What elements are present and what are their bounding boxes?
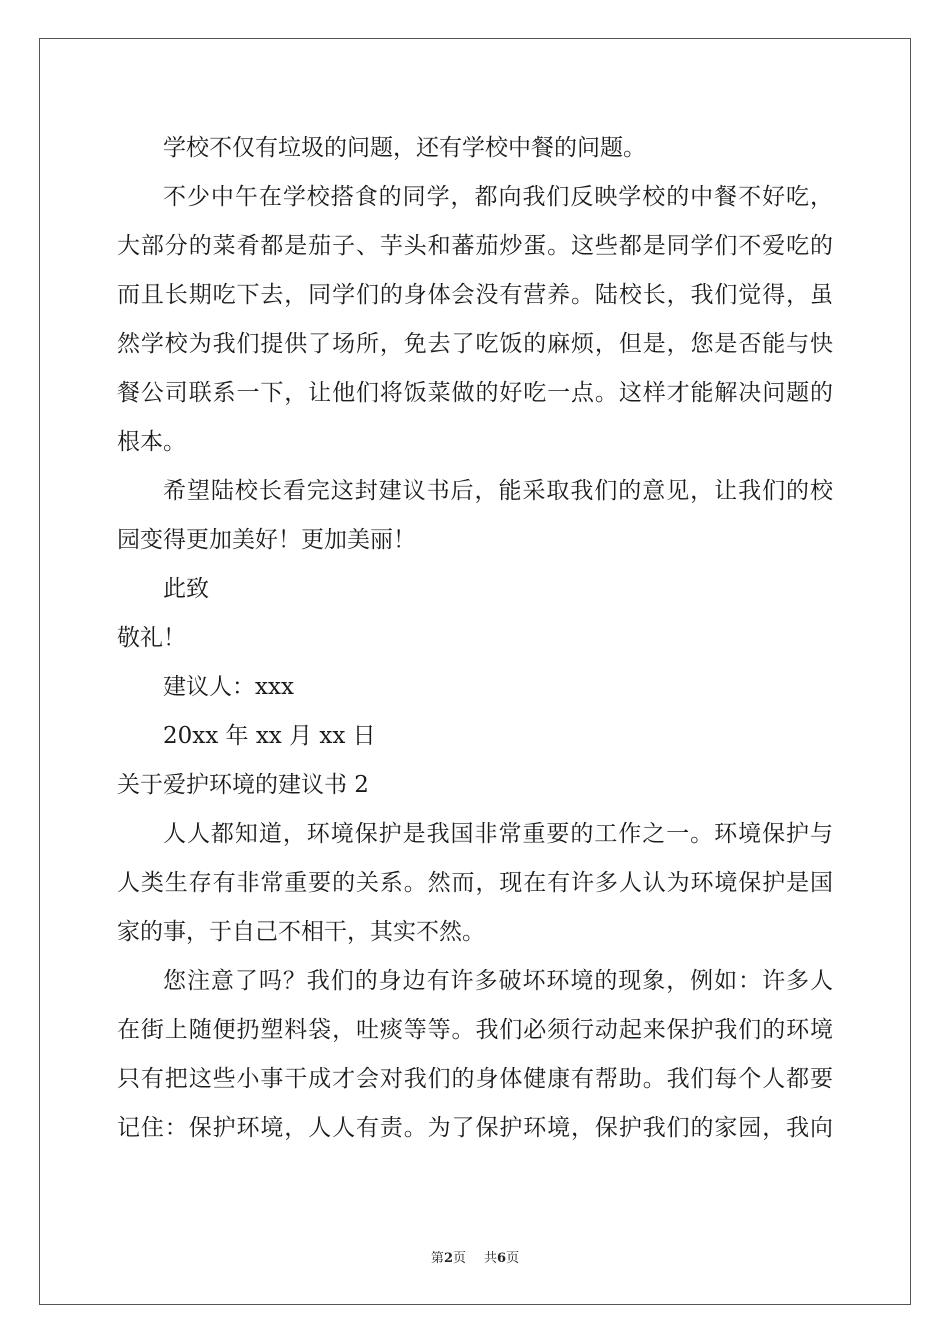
text-line: 园变得更加美好！更加美丽！ (117, 527, 416, 553)
text-line: 根本。 (117, 429, 186, 455)
text-line: 家的事，于自己不相干，其实不然。 (117, 919, 485, 945)
current-page-number: 2 (443, 1251, 453, 1266)
text-line: 希望陆校长看完这封建议书后，能采取我们的意见，让我们的校 (163, 478, 833, 504)
text-line: 餐公司联系一下，让他们将饭菜做的好吃一点。这样才能解决问题的 (117, 380, 833, 406)
text-line: 关于爱护环境的建议书 2 (117, 772, 369, 798)
text-line: 建议人：xxx (163, 674, 294, 700)
text-line: 不少中午在学校搭食的同学，都向我们反映学校的中餐不好吃， (163, 184, 833, 210)
text-line: 学校不仅有垃圾的问题，还有学校中餐的问题。 (163, 135, 646, 161)
text-line: 然学校为我们提供了场所，免去了吃饭的麻烦，但是，您是否能与快 (117, 331, 833, 357)
text-line: 敬礼！ (117, 625, 186, 651)
total-prefix: 共 (484, 1251, 498, 1266)
text-line: 而且长期吃下去，同学们的身体会没有营养。陆校长，我们觉得，虽 (117, 282, 833, 308)
text-line: 在街上随便扔塑料袋，吐痰等等。我们必须行动起来保护我们的环境 (117, 1017, 833, 1043)
page-prefix: 第 (430, 1251, 444, 1266)
total-suffix: 页 (506, 1251, 520, 1266)
page-footer (0, 1247, 950, 1266)
text-line: 记住：保护环境，人人有责。为了保护环境，保护我们的家园，我向 (117, 1115, 833, 1141)
text-line: 人类生存有非常重要的关系。然而，现在有许多人认为环境保护是国 (117, 870, 833, 896)
page-suffix: 页 (452, 1251, 466, 1266)
document-body (117, 124, 833, 1153)
text-line: 只有把这些小事干成才会对我们的身体健康有帮助。我们每个人都要 (117, 1066, 833, 1092)
text-line: 此致 (163, 576, 209, 602)
text-line: 20xx 年 xx 月 xx 日 (163, 723, 376, 749)
text-line: 您注意了吗？我们的身边有许多破坏环境的现象，例如：许多人 (163, 968, 833, 994)
total-page-number: 6 (497, 1251, 507, 1266)
text-line: 大部分的菜肴都是茄子、芋头和蕃茄炒蛋。这些都是同学们不爱吃的 (117, 233, 833, 259)
text-line: 人人都知道，环境保护是我国非常重要的工作之一。环境保护与 (163, 821, 833, 847)
